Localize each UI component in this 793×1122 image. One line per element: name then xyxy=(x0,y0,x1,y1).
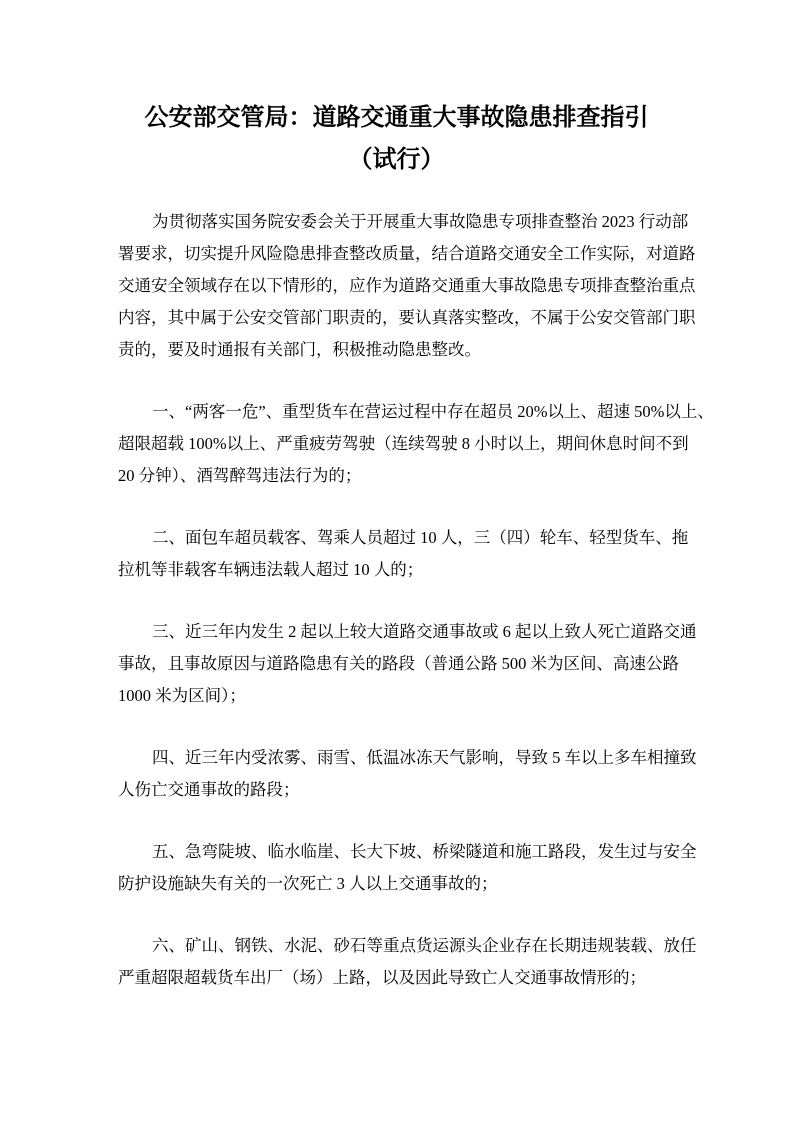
paragraph-line: 六、矿山、钢铁、水泥、砂石等重点货运源头企业存在长期违规装载、放任 xyxy=(152,936,697,955)
paragraph-line: 二、面包车超员载客、驾乘人员超过 10 人，三（四）轮车、轻型货车、拖 xyxy=(152,528,689,547)
paragraph-line: 一、“两客一危”、重型货车在营运过程中存在超员 20%以上、超速 50%以上、 xyxy=(152,402,714,421)
paragraph-line: 三、近三年内发生 2 起以上较大道路交通事故或 6 起以上致人死亡道路交通 xyxy=(152,622,697,641)
paragraph xyxy=(118,206,696,366)
paragraph-line: 拉机等非载客车辆违法载人超过 10 人的； xyxy=(118,560,424,579)
paragraph-line: 责的，要及时通报有关部门，积极推动隐患整改。 xyxy=(118,340,481,359)
paragraph-line: 五、急弯陡坡、临水临崖、长大下坡、桥梁隧道和施工路段，发生过与安全 xyxy=(152,842,697,861)
paragraph-line: 超限超载 100%以上、严重疲劳驾驶（连续驾驶 8 小时以上，期间休息时间不到 xyxy=(118,434,689,453)
document-title: 公安部交管局：道路交通重大事故隐患排查指引 xyxy=(144,105,649,131)
paragraph xyxy=(118,930,697,994)
paragraph-line: 署要求，切实提升风险隐患排查整改质量，结合道路交通安全工作实际，对道路 xyxy=(118,244,696,263)
paragraph xyxy=(118,522,689,586)
paragraph-line: 事故，且事故原因与道路隐患有关的路段（普通公路 500 米为区间、高速公路 xyxy=(118,654,679,673)
paragraph-line: 严重超限超载货车出厂（场）上路，以及因此导致亡人交通事故情形的； xyxy=(118,968,646,987)
document-body xyxy=(118,206,714,1024)
paragraph-line: 人伤亡交通事故的路段； xyxy=(118,780,300,799)
paragraph xyxy=(118,836,697,900)
paragraph xyxy=(118,616,697,712)
paragraph-line: 20 分钟）、酒驾醉驾违法行为的； xyxy=(118,466,362,485)
paragraph-line: 交通安全领域存在以下情形的，应作为道路交通重大事故隐患专项排查整治重点 xyxy=(118,276,696,295)
paragraph xyxy=(118,396,714,492)
paragraph-line: 为贯彻落实国务院安委会关于开展重大事故隐患专项排查整治 2023 行动部 xyxy=(152,212,689,231)
document-subtitle: （试行） xyxy=(348,147,445,173)
paragraph xyxy=(118,742,697,806)
paragraph-line: 四、近三年内受浓雾、雨雪、低温冰冻天气影响，导致 5 车以上多车相撞致 xyxy=(152,748,697,767)
paragraph-line: 1000 米为区间）； xyxy=(118,686,246,705)
paragraph-line: 内容，其中属于公安交管部门职责的，要认真落实整改，不属于公安交管部门职 xyxy=(118,308,696,327)
paragraph-line: 防护设施缺失有关的一次死亡 3 人以上交通事故的； xyxy=(118,874,498,893)
